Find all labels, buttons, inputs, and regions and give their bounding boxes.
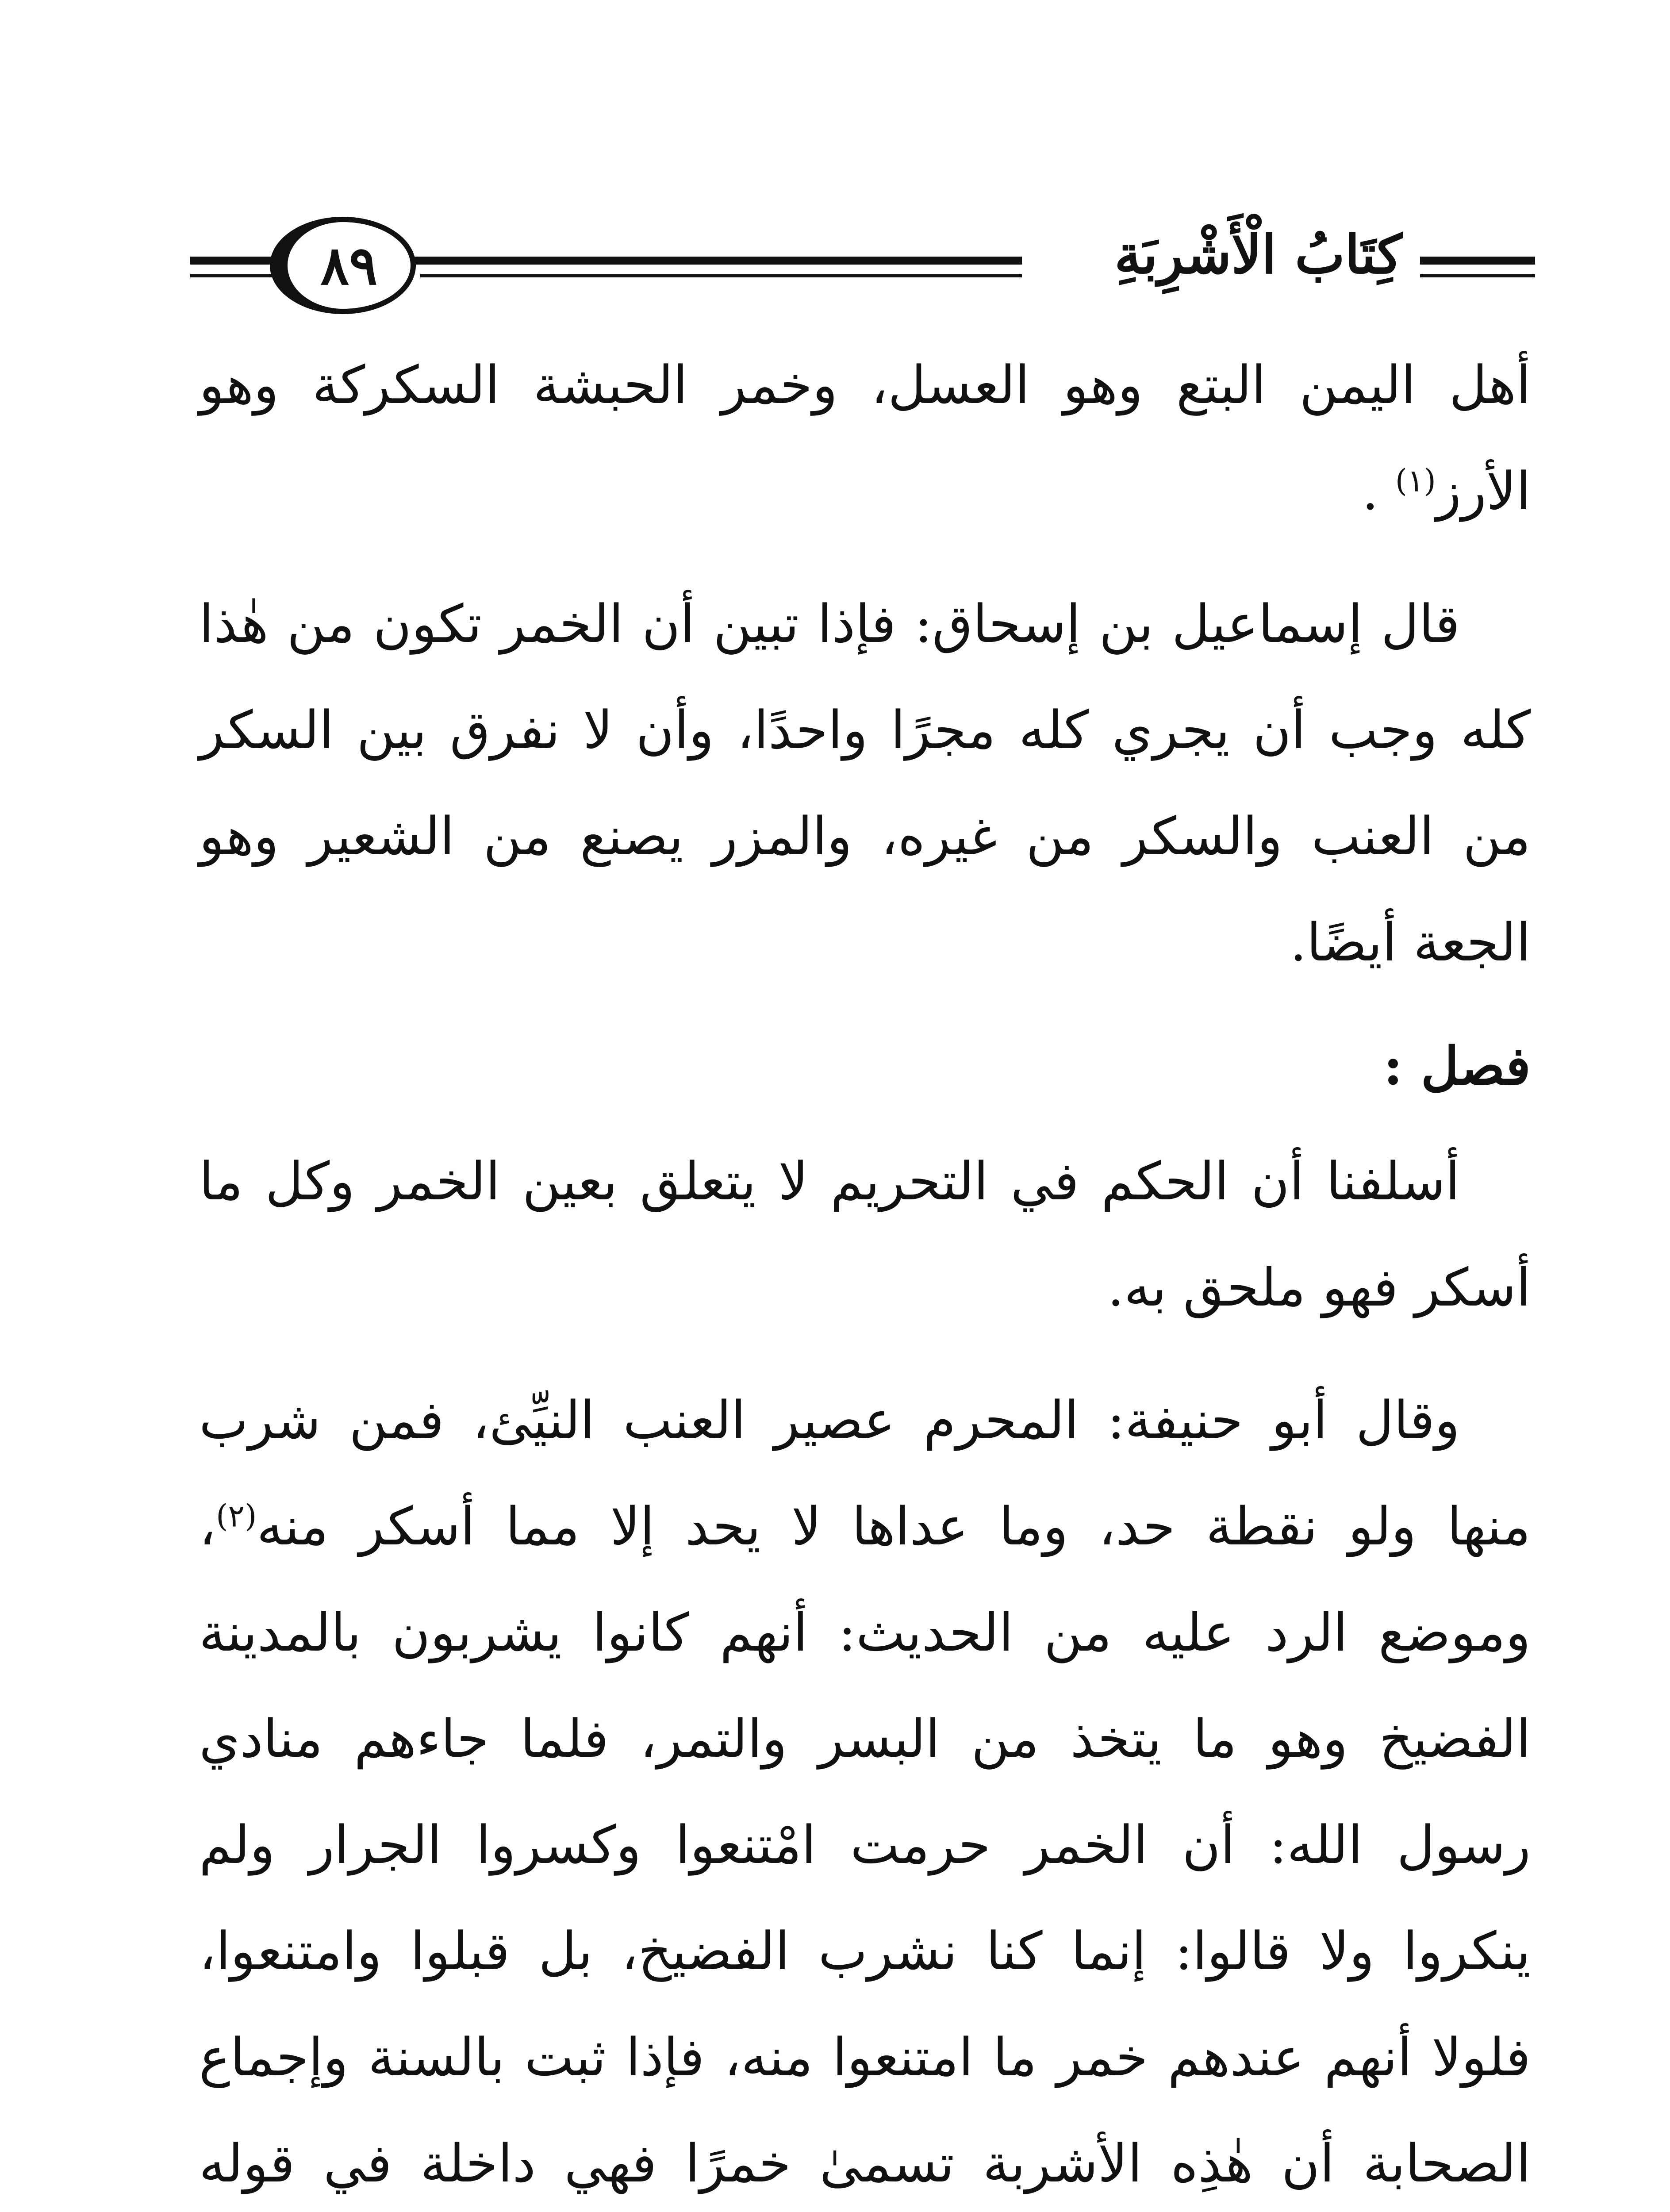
paragraph: قال إسماعيل بن إسحاق: فإذا تبين أن الخمر تكون من هٰذا كله وجب أن يجري كله مجرًا واحدًا، وأن لا نفرق بين السكر من العنب والسكر من غيره، والمزر يصنع من الشعير وهو الجعة أيضًا.: [199, 593, 1531, 973]
paragraph: أهل اليمن البتع وهو العسل، وخمر الحبشة السكركة وهو الأرز$^{(١)}$ .: [199, 354, 1531, 522]
header-rule: [398, 257, 1022, 265]
header-rule: [1420, 257, 1535, 265]
page-number-oval: [270, 217, 416, 314]
page-header: [190, 208, 1535, 323]
paragraph: أسلفنا أن الحكم في التحريم لا يتعلق بعين الخمر وكل ما أسكر فهو ملحق به.: [199, 1151, 1531, 1318]
header-rule: [420, 274, 1022, 277]
page-number: ٨٩: [320, 234, 378, 297]
header-rule: [190, 257, 279, 265]
footnote-ref: (١): [1395, 462, 1436, 499]
section-heading: فصل :: [1383, 1035, 1531, 1097]
footnote-ref: (٢): [216, 1498, 257, 1534]
book-title: كِتَابُ الْأَشْرِبَةِ: [1114, 223, 1402, 286]
header-rule: [1420, 274, 1535, 277]
paragraph: وقال أبو حنيفة: المحرم عصير العنب النيِّئ، فمن شرب منها ولو نقطة حد، وما عداها لا يحد إلا مما أسكر منه$^{(٢)}$، وموضع الرد عليه من الحديث: أنهم كانوا يشربون بالمدينة الفضيخ وهو ما يتخذ من البسر والتمر، فلما جاءهم منادي رسول الله: أن الخمر حرمت امْتنعوا وكسروا الجرار ولم ينكروا ولا قالوا: إنما كنا نشرب الفضيخ، بل قبلوا وامتنعوا، فلولا أنهم عندهم خمر ما امتنعوا منه، فإذا ثبت بالسنة وإجماع الصحابة أن هٰذِه الأشربة تسمىٰ خمرًا فهي داخلة في قوله: [199, 1390, 1531, 2194]
header-rule: [190, 274, 279, 277]
main-text: [199, 332, 1531, 2212]
